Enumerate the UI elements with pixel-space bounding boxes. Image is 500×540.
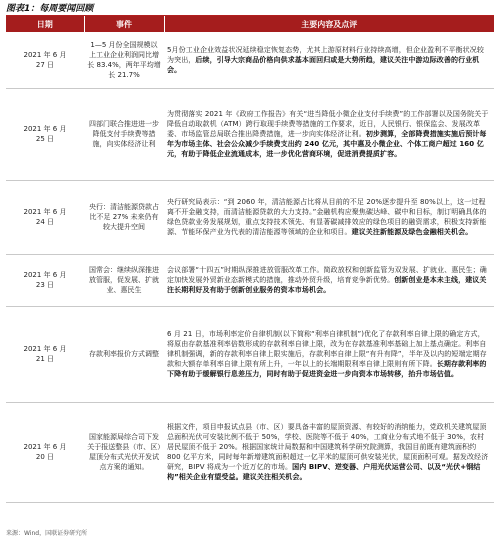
row-date-line: 21 日 xyxy=(35,355,55,363)
body-text: 6 月 21 日，市场利率定价自律机制(以下简称“利率自律机制”)优化了存款利率自律上限的确定方式，将原由存款基准利率倍数形成的存款利率自律上限，改为在存款基准利率基础上加上基点确定。 xyxy=(167,330,485,348)
row-date-line: 23 日 xyxy=(35,281,55,289)
table-row xyxy=(6,402,494,502)
row-date-line: 2021 年 6 月 xyxy=(23,125,67,133)
row-date xyxy=(6,32,84,88)
row-date xyxy=(6,180,84,254)
figure-title: 图表1：每周要闻回顾 xyxy=(6,4,94,14)
row-date-line: 24 日 xyxy=(35,218,55,226)
table-header-row xyxy=(6,16,494,32)
row-date-line: 27 日 xyxy=(35,60,55,69)
row-date-line: 2021 年 6 月 xyxy=(23,271,67,279)
row-main-content xyxy=(164,32,494,88)
table-row xyxy=(6,306,494,402)
table-row xyxy=(6,32,494,88)
row-date-line: 2021 年 6 月 xyxy=(23,345,67,353)
body-text: 利率自律机制强调，新的存款利率自律上限实施后，存款利率自律上限“有升有降”，半年及以内的短端定期存款和大额存单利率自律上限有所上升，一年以上的长端期限利率自律上限则有所下降。 xyxy=(167,340,487,368)
body-text: 央行研究局表示：“到 2060 年，清洁能源占比将从目前的不足 20%逐步提升至 80%以上，这一过程离不开金融支持，而清洁能源贷款的大力支持。”金融机构应聚焦碳达峰、碳中和目标，制订明确具体的绿色贷款业务发展规划，重点支持技术领先、有显著碳减排效应的绿色项目的融资需求，积极支持新能源、节能环保产业为代表的清洁能源等领域的企业和项目。 xyxy=(167,198,487,236)
row-event: 存款利率报价方式调整 xyxy=(84,306,164,402)
body-text: 5月份工业企业效益状况延续稳定恢复态势，尤其上游原材料行业持续高增，但企业盈利不平衡状况较为突出， xyxy=(167,45,484,64)
highlight-text: 长期存款利率的下降有助于缓解银行息差压力，同时有助于促进资金进一步向资本市场转移，抬升市场估值。 xyxy=(167,360,487,378)
row-date-line: 25 日 xyxy=(35,135,55,143)
highlight-text: 建议关注新能源及绿色金融相关机会。 xyxy=(351,228,473,236)
header-event: 事件 xyxy=(84,16,164,32)
table-row xyxy=(6,180,494,254)
row-event: 1—5 月份全国规模以上工业企业利润同比增长 83.4%，两年平均增长 21.7% xyxy=(84,32,164,88)
row-date-line: 2021 年 6 月 xyxy=(23,443,67,451)
row-event: 国常会：继续纵深推进放管服，促发展、扩就业、惠民生 xyxy=(84,254,164,306)
highlight-text: 初步测算，全部降费措施实施后预计每年为市场主体、社会公众减少手续费支出约 240 亿元，其中惠及小微企业、个体工商户超过 160 亿元，有助于降低企业流通成本，进一步优化营商环境，促进消费提质扩容。 xyxy=(167,130,487,158)
table-body xyxy=(6,32,494,502)
row-event: 四部门联合推进进一步降低支付手续费等措施，向实体经济让利 xyxy=(84,88,164,180)
header-main-content: 主要内容及点评 xyxy=(164,16,494,32)
row-date-line: 2021 年 6 月 xyxy=(23,208,67,216)
row-event: 央行：清洁能源贷款占比不足 27% 未来仍有较大提升空间 xyxy=(84,180,164,254)
table-row xyxy=(6,88,494,180)
body-text: 根据文件，项目申报试点县（市、区）要具备丰富的屋顶资源、有较好的消纳能力，党政机关建筑屋顶总面积光伏可安装比例不低于 50%，学校、医院等不低于 40%，工商业分布式地不低于 30%，农村居民屋顶不低于 20%。 xyxy=(167,423,487,451)
row-event: 国家能源局综合司下发关于报送整县（市、区）屋顶分布式光伏开发试点方案的通知。 xyxy=(84,402,164,502)
table-row xyxy=(6,254,494,306)
row-date xyxy=(6,306,84,402)
row-date xyxy=(6,402,84,502)
row-date-line: 2021 年 6 月 xyxy=(23,50,67,59)
body-text: 会议部署“十四五”时期纵深推进放管服改革工作。简政放权和创新监管为双发展、扩就业、惠民生；确定加快发展外贸新业态新模式的措施，推动外贸升级，培育竞争新优势。 xyxy=(167,266,487,284)
body-text: 为贯彻落实 2021 年《政府工作报告》有关“进当降低小微企业支付手续费”的工作部署以及国务院关于降低自动取款机（ATM）跨行取现手续费等措施的工作要求，近日，人民银行、银保监会、发展改革委、市场监管总局联合推出降费措施，进一步向实体经济让利。 xyxy=(167,110,489,138)
header-date: 日期 xyxy=(6,16,84,32)
source-note: 来源：Wind，国联证券研究所 xyxy=(6,530,88,537)
highlight-text: 后续，引导大宗商品价格向供求基本面回归或是大势所趋，建议关注中游边际改善的行业机会。 xyxy=(167,55,480,74)
row-date-line: 20 日 xyxy=(35,453,55,461)
row-main-content xyxy=(164,306,494,402)
row-date xyxy=(6,254,84,306)
weekly-news-table xyxy=(6,16,494,503)
body-text: 根据国家统计局数据和中国建筑科学研究院测算，我国目前既有建筑面积约 800 亿平方米，同时每年新增建筑面积超过一亿平米的屋顶可供安装光伏，屋顶面积可观。据发改经济研究，BIPV 将成为一个近万亿的市场。 xyxy=(167,443,489,471)
highlight-text: 创新创业是本未主线，建议关注长期利好及有助于创新创业服务的资本市场机会。 xyxy=(167,276,487,294)
row-main-content xyxy=(164,88,494,180)
row-main-content xyxy=(164,402,494,502)
row-main-content xyxy=(164,254,494,306)
row-date xyxy=(6,88,84,180)
row-main-content xyxy=(164,180,494,254)
highlight-text: 国内 BIPV、逆变器、户用光伏运营公司、以及“光伏+钢结构”相关企业有望受益。建议关注相关机会。 xyxy=(167,463,481,481)
